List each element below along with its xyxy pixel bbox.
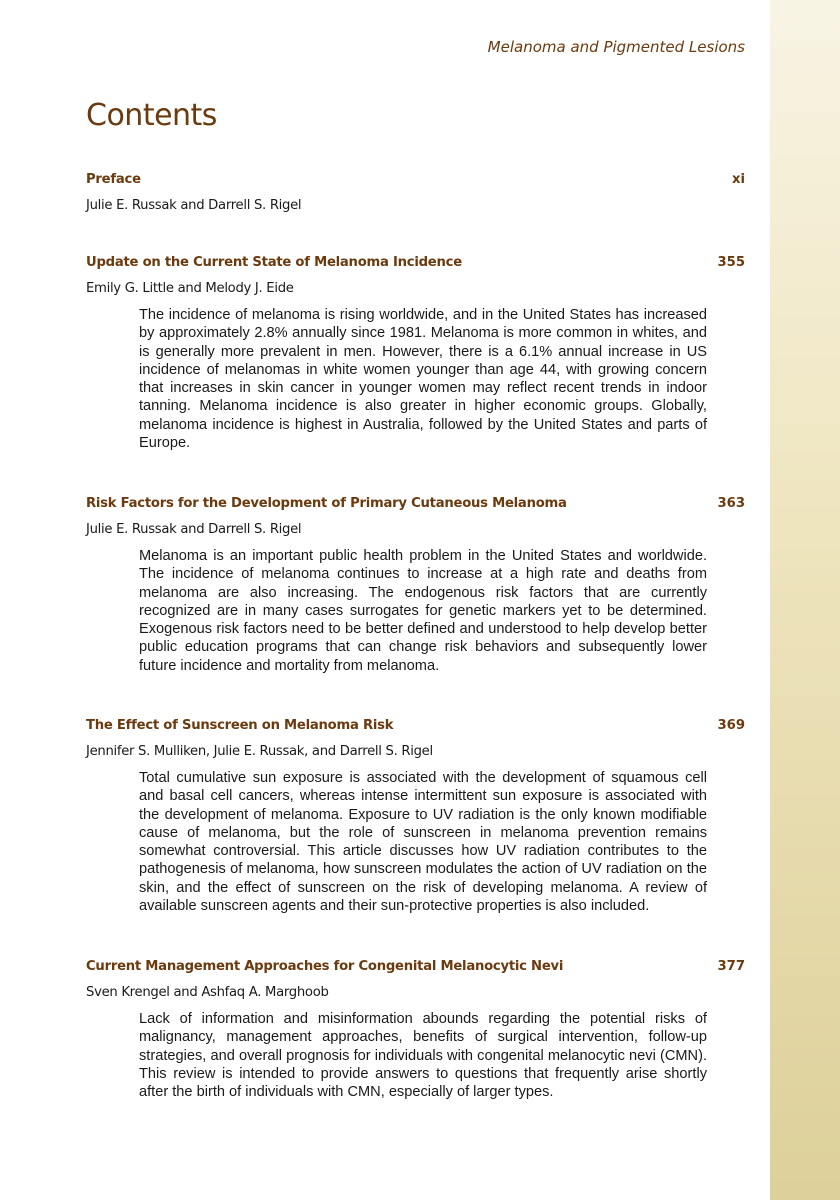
toc-entry-title[interactable]: Risk Factors for the Development of Primary Cutaneous Melanoma bbox=[86, 496, 567, 511]
toc-entry-header bbox=[86, 959, 745, 977]
toc-entry-abstract: Lack of information and misinformation abounds regarding the potential risks of malignancy, management approaches, benefits of surgical intervention, follow-up strategies, and overall prognosis for individuals with congenital melanocytic nevi (CMN). This review is intended to provide answers to questions that frequently arise shortly after the birth of individuals with CMN, especially of larger types. bbox=[139, 1011, 707, 1101]
toc-entry-risk-factors bbox=[86, 496, 745, 675]
running-head: Melanoma and Pigmented Lesions bbox=[487, 38, 745, 56]
toc-entry-abstract: The incidence of melanoma is rising worldwide, and in the United States has increased by approximately 2.8% annually since 1981. Melanoma is more common in whites, and is generally more prevalent in men. However, there is a 6.1% annual increase in US incidence of melanomas in white women younger than age 44, with growing concern that increases in skin cancer in younger women may reflect recent trends in indoor tanning. Melanoma incidence is also greater in higher economic groups. Globally, melanoma incidence is highest in Australia, followed by the United States and parts of Europe. bbox=[139, 307, 707, 452]
toc-entry-sunscreen bbox=[86, 718, 745, 915]
toc-entry-abstract: Total cumulative sun exposure is associated with the development of squamous cell and basal cell cancers, whereas intense intermittent sun exposure is associated with the development of melanoma. Exposure to UV radiation is the only known modifiable cause of melanoma, but the role of sunscreen in melanoma prevention remains somewhat controversial. This article discusses how UV radiation contributes to the pathogenesis of melanoma, how sunscreen modulates the action of UV radiation on the skin, and the effect of sunscreen on the risk of developing melanoma. A review of available sunscreen agents and their sun-protective properties is also included. bbox=[139, 770, 707, 915]
toc-entry-page-number[interactable]: 355 bbox=[717, 255, 745, 270]
toc-entry-page-number[interactable]: 377 bbox=[717, 959, 745, 974]
toc-entry-authors: Sven Krengel and Ashfaq A. Marghoob bbox=[86, 985, 329, 1000]
toc-entry-preface bbox=[86, 172, 745, 213]
toc-entry-title[interactable]: Current Management Approaches for Congenital Melanocytic Nevi bbox=[86, 959, 564, 974]
toc-entry-header bbox=[86, 255, 745, 273]
toc-entry-title[interactable]: The Effect of Sunscreen on Melanoma Risk bbox=[86, 718, 394, 733]
toc-entry-header bbox=[86, 496, 745, 514]
toc-entry-authors: Emily G. Little and Melody J. Eide bbox=[86, 281, 294, 296]
toc-entry-congenital-nevi bbox=[86, 959, 745, 1101]
toc-entry-title[interactable]: Update on the Current State of Melanoma Incidence bbox=[86, 255, 462, 270]
toc-entry-header bbox=[86, 718, 745, 736]
toc-entry-header bbox=[86, 172, 745, 190]
toc-entry-page-number[interactable]: 363 bbox=[717, 496, 745, 511]
toc-entry-page-number[interactable]: 369 bbox=[717, 718, 745, 733]
toc-entry-melanoma-incidence bbox=[86, 255, 745, 452]
page-title: Contents bbox=[86, 98, 217, 133]
toc-entry-page-number[interactable]: xi bbox=[731, 172, 745, 187]
decorative-side-band bbox=[770, 0, 840, 1200]
toc-entry-title[interactable]: Preface bbox=[86, 172, 141, 187]
toc-entry-authors: Jennifer S. Mulliken, Julie E. Russak, and Darrell S. Rigel bbox=[86, 744, 433, 759]
toc-entry-authors: Julie E. Russak and Darrell S. Rigel bbox=[86, 198, 302, 213]
toc-entry-authors: Julie E. Russak and Darrell S. Rigel bbox=[86, 522, 302, 537]
toc-entry-abstract: Melanoma is an important public health problem in the United States and worldwide. The incidence of melanoma continues to increase at a high rate and deaths from melanoma are also increasing. The endogenous risk factors that are currently recognized are in many cases surrogates for genetic markers yet to be determined. Exogenous risk factors need to be better defined and understood to help develop better public education programs that can change risk behaviors and subsequently lower future incidence and mortality from melanoma. bbox=[139, 548, 707, 674]
